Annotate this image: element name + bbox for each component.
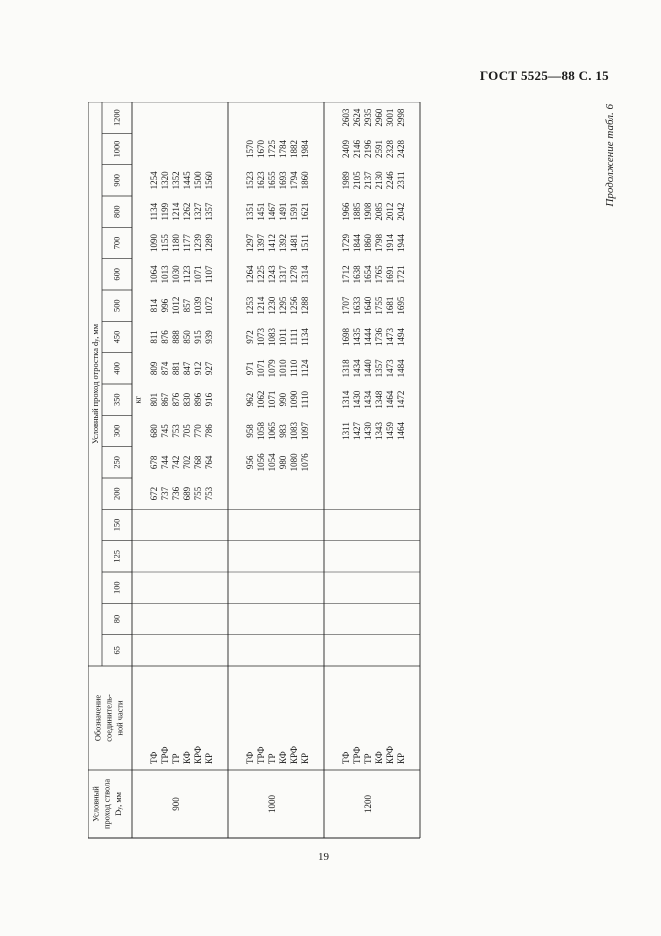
weight-value: 1473 bbox=[385, 328, 395, 346]
weight-value: 1107 bbox=[204, 265, 214, 284]
weight-value: 1295 bbox=[278, 296, 288, 315]
weight-value: 1056 bbox=[256, 453, 266, 472]
designation-ТРФ: ТРФ bbox=[352, 746, 362, 764]
branch-diameter-250: 250 bbox=[112, 456, 122, 469]
weight-value: 990 bbox=[278, 392, 288, 407]
weight-value: 1090 bbox=[289, 390, 299, 409]
weight-value: 983 bbox=[278, 424, 288, 438]
weight-value: 737 bbox=[160, 486, 170, 501]
weight-value: 915 bbox=[193, 330, 203, 344]
group-nominal-1200: 1200 bbox=[363, 795, 373, 813]
designation-ТФ: ТФ bbox=[149, 751, 159, 764]
weight-value: 1523 bbox=[245, 171, 255, 190]
branch-diameter-900: 900 bbox=[112, 174, 122, 187]
weight-value: 742 bbox=[171, 455, 181, 470]
weight-value: 786 bbox=[204, 424, 214, 438]
weight-value: 1591 bbox=[289, 202, 299, 221]
weight-value: 2624 bbox=[352, 108, 362, 127]
weight-value: 1317 bbox=[278, 265, 288, 284]
weight-value: 1695 bbox=[396, 296, 406, 315]
weight-value: 1440 bbox=[363, 359, 373, 378]
weight-value: 1073 bbox=[256, 328, 266, 346]
weight-value: 1794 bbox=[289, 171, 299, 190]
weight-value: 912 bbox=[193, 361, 203, 376]
weight-value: 1071 bbox=[267, 390, 277, 409]
weight-value: 1134 bbox=[149, 202, 159, 221]
weight-value: 1885 bbox=[352, 202, 362, 221]
weight-value: 811 bbox=[149, 330, 159, 344]
designation-КРФ: КРФ bbox=[385, 746, 395, 764]
weight-value: 847 bbox=[182, 361, 192, 376]
weight-value: 801 bbox=[149, 392, 159, 407]
weight-value: 2311 bbox=[396, 171, 406, 190]
weight-value: 1473 bbox=[385, 359, 395, 378]
branch-diameter-350: 350 bbox=[112, 393, 122, 406]
weight-value: 1155 bbox=[160, 234, 170, 252]
weight-value: 1491 bbox=[278, 202, 288, 221]
weight-value: 1254 bbox=[149, 171, 159, 190]
weight-value: 1064 bbox=[149, 265, 159, 284]
weight-value: 1030 bbox=[171, 265, 181, 284]
weight-value: 770 bbox=[193, 424, 203, 438]
weight-value: 1071 bbox=[256, 359, 266, 378]
weight-value: 2328 bbox=[385, 140, 395, 158]
weight-value: 1784 bbox=[278, 140, 288, 158]
weight-value: 689 bbox=[182, 486, 192, 501]
weight-value: 814 bbox=[149, 298, 159, 313]
weight-value: 1464 bbox=[385, 390, 395, 409]
weight-value: 1434 bbox=[363, 390, 373, 409]
designation-КРФ: КРФ bbox=[289, 746, 299, 764]
weight-value: 1110 bbox=[300, 390, 310, 409]
designation-КФ: КФ bbox=[374, 751, 384, 764]
weight-value: 2137 bbox=[363, 171, 373, 190]
weight-value: 2428 bbox=[396, 140, 406, 158]
weight-value: 1472 bbox=[396, 390, 406, 409]
designation-header-line-1: Обозначение bbox=[93, 694, 103, 742]
weight-value: 1012 bbox=[171, 296, 181, 315]
branch-diameter-600: 600 bbox=[112, 268, 122, 281]
weight-value: 1755 bbox=[374, 296, 384, 315]
weight-value: 2246 bbox=[385, 171, 395, 190]
weight-value: 1944 bbox=[396, 234, 406, 252]
weight-value: 1253 bbox=[245, 296, 255, 315]
weight-value: 1214 bbox=[256, 296, 266, 315]
weight-value: 1691 bbox=[385, 265, 395, 284]
weight-value: 857 bbox=[182, 298, 192, 313]
group-nominal-900: 900 bbox=[171, 797, 181, 811]
weight-value: 680 bbox=[149, 424, 159, 438]
table-caption-text: Продолжение табл. 6 bbox=[604, 104, 616, 207]
weight-value: 1083 bbox=[267, 328, 277, 346]
weight-value: 972 bbox=[245, 330, 255, 344]
branch-diameter-500: 500 bbox=[112, 299, 122, 312]
weight-value: 1180 bbox=[171, 234, 181, 252]
weight-value: 755 bbox=[193, 486, 203, 501]
group-nominal-1000: 1000 bbox=[267, 795, 277, 813]
weight-value: 1494 bbox=[396, 328, 406, 346]
weight-value: 1079 bbox=[267, 359, 277, 378]
weight-value: 1844 bbox=[352, 234, 362, 252]
weight-value: 1134 bbox=[300, 328, 310, 346]
weight-value: 1177 bbox=[182, 234, 192, 252]
weight-value: 1123 bbox=[182, 265, 192, 284]
weight-value: 1882 bbox=[289, 140, 299, 158]
designation-КР: КР bbox=[300, 752, 310, 764]
weight-value: 1707 bbox=[341, 296, 351, 315]
weight-value: 1511 bbox=[300, 234, 310, 252]
weight-value: 830 bbox=[182, 392, 192, 407]
weight-value: 1989 bbox=[341, 171, 351, 190]
weight-value: 1124 bbox=[300, 359, 310, 378]
weight-value: 1080 bbox=[289, 453, 299, 472]
weight-value: 764 bbox=[204, 455, 214, 470]
weight-value: 678 bbox=[149, 455, 159, 470]
weight-value: 881 bbox=[171, 361, 181, 376]
weight-value: 736 bbox=[171, 486, 181, 501]
weight-value: 1435 bbox=[352, 328, 362, 346]
weight-value: 1111 bbox=[289, 328, 299, 346]
page-header: ГОСТ 5525—88 С. 15 bbox=[479, 68, 609, 83]
weight-value: 1654 bbox=[363, 265, 373, 284]
weight-value: 1860 bbox=[300, 171, 310, 190]
weight-value: 1110 bbox=[289, 359, 299, 378]
branch-diameter-1200: 1200 bbox=[112, 109, 122, 127]
weight-value: 1655 bbox=[267, 171, 277, 190]
weight-value: 1560 bbox=[204, 171, 214, 190]
weight-value: 2591 bbox=[374, 140, 384, 158]
nominal-header-symbol: D bbox=[113, 809, 123, 816]
weight-value: 1225 bbox=[256, 265, 266, 284]
weight-value: 1071 bbox=[193, 265, 203, 284]
weight-value: 1397 bbox=[256, 234, 266, 252]
weight-value: 1297 bbox=[245, 234, 255, 252]
weight-value: 1481 bbox=[289, 234, 299, 252]
weight-value: 1011 bbox=[278, 328, 288, 346]
weight-value: 1444 bbox=[363, 328, 373, 346]
weight-value: 1500 bbox=[193, 171, 203, 190]
designation-ТР: ТР bbox=[363, 753, 373, 764]
designation-ТР: ТР bbox=[267, 753, 277, 764]
page-number: 19 bbox=[318, 851, 329, 863]
weight-value: 1725 bbox=[267, 140, 277, 158]
weight-value: 1638 bbox=[352, 265, 362, 284]
weight-value: 1860 bbox=[363, 234, 373, 252]
weight-value: 809 bbox=[149, 361, 159, 376]
weight-value: 996 bbox=[160, 298, 170, 313]
designation-ТР: ТР bbox=[171, 753, 181, 764]
weight-value: 1289 bbox=[204, 234, 214, 252]
weight-value: 1348 bbox=[374, 390, 384, 409]
weight-value: 1621 bbox=[300, 202, 310, 221]
weight-value: 1966 bbox=[341, 202, 351, 221]
weight-value: 2935 bbox=[363, 108, 373, 127]
weight-value: 1288 bbox=[300, 296, 310, 315]
weight-value: 1351 bbox=[245, 202, 255, 221]
weight-value: 702 bbox=[182, 455, 192, 470]
weight-value: 2085 bbox=[374, 202, 384, 221]
weight-value: 3001 bbox=[385, 108, 395, 127]
weight-value: 1327 bbox=[193, 202, 203, 221]
branch-diameter-150: 150 bbox=[112, 518, 122, 532]
weight-value: 2196 bbox=[363, 140, 373, 158]
weight-value: 939 bbox=[204, 330, 214, 344]
designation-header-line-3: ной части bbox=[115, 700, 125, 736]
weight-value: 1670 bbox=[256, 140, 266, 158]
nominal-header-line-1: Условный bbox=[91, 786, 101, 822]
weight-value: 1090 bbox=[149, 234, 159, 252]
weight-value: 1357 bbox=[204, 202, 214, 221]
weight-value: 1239 bbox=[193, 234, 203, 252]
weight-value: 753 bbox=[171, 424, 181, 438]
weight-value: 1392 bbox=[278, 234, 288, 252]
weight-value: 1039 bbox=[193, 296, 203, 315]
branch-header-subscript: у bbox=[94, 338, 100, 342]
weight-value: 867 bbox=[160, 392, 170, 407]
weight-value: 896 bbox=[193, 392, 203, 407]
branch-diameter-80: 80 bbox=[112, 614, 122, 624]
branch-header bbox=[91, 323, 101, 444]
designation-header-line-2: соединитель- bbox=[104, 694, 114, 742]
weight-value: 876 bbox=[160, 330, 170, 344]
weight-value: 956 bbox=[245, 455, 255, 470]
weight-value: 971 bbox=[245, 361, 255, 376]
weight-value: 1712 bbox=[341, 265, 351, 284]
weight-value: 2012 bbox=[385, 202, 395, 221]
weight-value: 1681 bbox=[385, 296, 395, 315]
weight-value: 888 bbox=[171, 330, 181, 344]
weight-value: 1914 bbox=[385, 234, 395, 252]
weight-value: 768 bbox=[193, 455, 203, 470]
weight-value: 962 bbox=[245, 392, 255, 407]
weight-value: 1430 bbox=[363, 422, 373, 440]
weight-value: 874 bbox=[160, 361, 170, 376]
weight-value: 916 bbox=[204, 392, 214, 407]
designation-КР: КР bbox=[204, 752, 214, 764]
weight-value: 1445 bbox=[182, 171, 192, 190]
weight-value: 1640 bbox=[363, 296, 373, 315]
weight-value: 1343 bbox=[374, 422, 384, 440]
weight-value: 1623 bbox=[256, 171, 266, 190]
designation-ТРФ: ТРФ bbox=[256, 746, 266, 764]
weight-value: 753 bbox=[204, 486, 214, 501]
weight-value: 1729 bbox=[341, 234, 351, 252]
weight-value: 1412 bbox=[267, 234, 277, 252]
branch-diameter-400: 400 bbox=[112, 362, 122, 375]
weight-value: 1230 bbox=[267, 296, 277, 315]
weight-value: 1984 bbox=[300, 140, 310, 158]
weight-value: 850 bbox=[182, 330, 192, 344]
weight-value: 2960 bbox=[374, 108, 384, 127]
weight-value: 1199 bbox=[160, 202, 170, 221]
branch-diameter-800: 800 bbox=[112, 205, 122, 218]
weight-value: 1721 bbox=[396, 265, 406, 284]
weight-value: 1693 bbox=[278, 171, 288, 190]
branch-diameter-1000: 1000 bbox=[112, 140, 122, 158]
branch-diameter-450: 450 bbox=[112, 330, 122, 344]
weight-value: 1798 bbox=[374, 234, 384, 252]
weight-value: 1459 bbox=[385, 422, 395, 440]
branch-diameter-200: 200 bbox=[112, 487, 122, 500]
weight-value: 672 bbox=[149, 486, 159, 501]
weight-value: 2105 bbox=[352, 171, 362, 190]
weight-value: 1076 bbox=[300, 453, 310, 472]
weight-value: 1062 bbox=[256, 390, 266, 409]
weight-value: 1484 bbox=[396, 359, 406, 378]
branch-diameter-125: 125 bbox=[112, 550, 122, 563]
weight-value: 1314 bbox=[341, 390, 351, 409]
weight-value: 1083 bbox=[289, 422, 299, 440]
designation-ТФ: ТФ bbox=[245, 751, 255, 764]
designation-ТРФ: ТРФ bbox=[160, 746, 170, 764]
weight-value: 876 bbox=[171, 392, 181, 407]
weight-value: 1058 bbox=[256, 422, 266, 440]
branch-header-text: Условный проход отростка d bbox=[90, 341, 100, 444]
weight-value: 1072 bbox=[204, 296, 214, 315]
weight-value: 1243 bbox=[267, 265, 277, 284]
weight-value: 1357 bbox=[374, 359, 384, 378]
designation-КР: КР bbox=[396, 752, 406, 764]
weight-value: 958 bbox=[245, 424, 255, 438]
weight-value: 1698 bbox=[341, 328, 351, 346]
designation-КФ: КФ bbox=[278, 751, 288, 764]
unit-label: кг bbox=[133, 395, 143, 404]
weight-value: 1451 bbox=[256, 202, 266, 221]
weight-value: 1352 bbox=[171, 171, 181, 190]
weight-value: 2998 bbox=[396, 108, 406, 127]
nominal-header-unit: , мм bbox=[113, 792, 123, 807]
weight-value: 1311 bbox=[341, 422, 351, 440]
weight-value: 1264 bbox=[245, 265, 255, 284]
weight-value: 1570 bbox=[245, 140, 255, 158]
designation-КФ: КФ bbox=[182, 751, 192, 764]
weight-value: 927 bbox=[204, 361, 214, 376]
weight-value: 705 bbox=[182, 424, 192, 438]
nominal-header-line-2: проход ствола bbox=[102, 778, 112, 830]
weight-value: 1054 bbox=[267, 453, 277, 472]
weight-value: 1097 bbox=[300, 422, 310, 440]
weight-value: 2130 bbox=[374, 171, 384, 190]
weight-value: 1013 bbox=[160, 265, 170, 284]
branch-diameter-65: 65 bbox=[112, 646, 122, 655]
weight-value: 744 bbox=[160, 455, 170, 470]
weight-value: 1214 bbox=[171, 202, 181, 221]
weight-value: 1908 bbox=[363, 202, 373, 221]
weight-value: 1065 bbox=[267, 422, 277, 440]
branch-diameter-700: 700 bbox=[112, 236, 122, 250]
weight-value: 1256 bbox=[289, 296, 299, 315]
weight-value: 1633 bbox=[352, 296, 362, 315]
branch-diameter-300: 300 bbox=[112, 424, 122, 438]
weight-value: 1467 bbox=[267, 202, 277, 221]
designation-КРФ: КРФ bbox=[193, 746, 203, 764]
weights-table bbox=[88, 102, 423, 844]
branch-diameter-100: 100 bbox=[112, 581, 122, 594]
weight-value: 1278 bbox=[289, 265, 299, 284]
weight-value: 2603 bbox=[341, 108, 351, 127]
weight-value: 1314 bbox=[300, 265, 310, 284]
weight-value: 1765 bbox=[374, 265, 384, 284]
nominal-header-line-3 bbox=[114, 791, 124, 816]
weight-value: 1010 bbox=[278, 359, 288, 378]
weight-value: 1434 bbox=[352, 359, 362, 378]
weight-value: 1427 bbox=[352, 422, 362, 440]
weight-value: 1318 bbox=[341, 359, 351, 378]
weight-value: 1736 bbox=[374, 328, 384, 346]
branch-header-unit: , мм bbox=[90, 324, 100, 339]
designation-ТФ: ТФ bbox=[341, 751, 351, 764]
weight-value: 2042 bbox=[396, 202, 406, 221]
nominal-header-subscript: у bbox=[117, 806, 123, 810]
weight-value: 745 bbox=[160, 424, 170, 438]
weight-value: 1262 bbox=[182, 202, 192, 221]
weight-value: 1320 bbox=[160, 171, 170, 190]
weight-value: 2409 bbox=[341, 140, 351, 158]
weight-value: 1430 bbox=[352, 390, 362, 409]
weight-value: 2146 bbox=[352, 140, 362, 158]
weight-value: 1464 bbox=[396, 422, 406, 440]
weight-value: 980 bbox=[278, 455, 288, 470]
